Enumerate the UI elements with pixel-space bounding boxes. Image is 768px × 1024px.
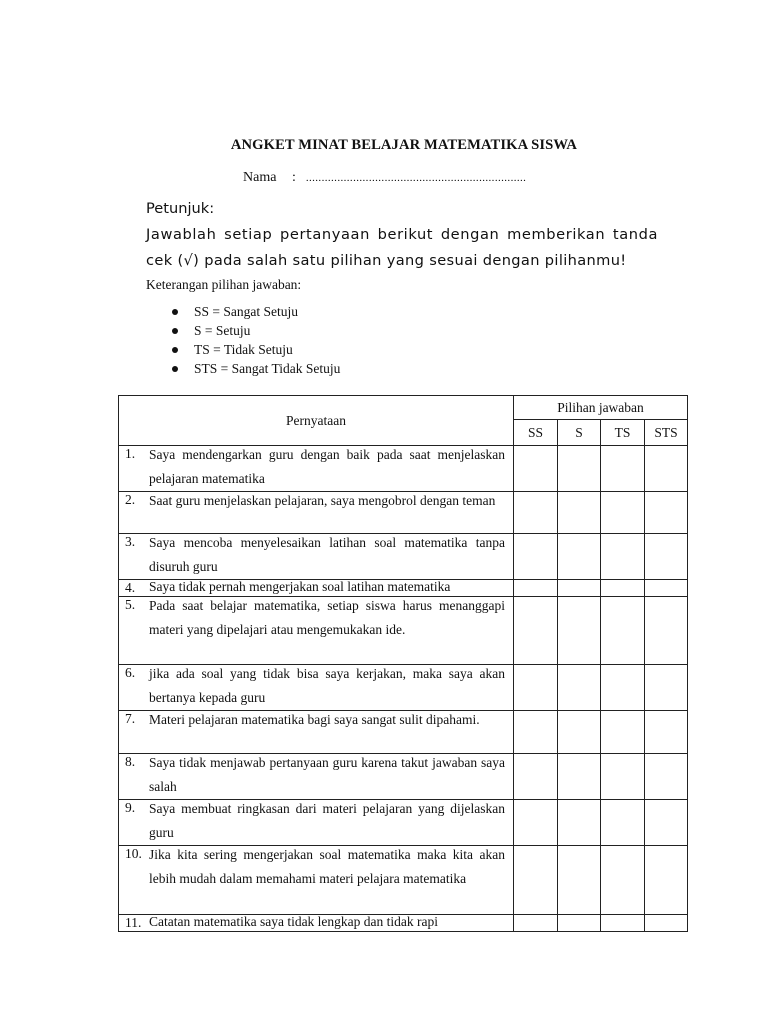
answer-cell-s[interactable] xyxy=(558,446,601,492)
answer-cell-s[interactable] xyxy=(558,534,601,580)
statement-cell xyxy=(119,846,514,915)
statement-text: Saya tidak pernah mengerjakan soal latihan matematika xyxy=(149,579,451,594)
statement-text: Saya mencoba menyelesaikan latihan soal matematika tanpa disuruh guru xyxy=(149,535,505,574)
statement-number: 11. xyxy=(125,915,142,930)
statement-number: 9. xyxy=(125,800,136,815)
answer-cell-ss[interactable] xyxy=(514,800,558,846)
answer-cell-s[interactable] xyxy=(558,846,601,915)
answer-key-item: TS = Tidak Setuju xyxy=(168,342,340,361)
answer-cell-ss[interactable] xyxy=(514,446,558,492)
statement-text: Catatan matematika saya tidak lengkap dan tidak rapi xyxy=(149,914,439,929)
nama-label: Nama xyxy=(243,170,277,185)
answer-cell-sts[interactable] xyxy=(645,580,688,597)
statement-number: 3. xyxy=(125,534,136,549)
table-row xyxy=(119,597,688,665)
statement-number: 5. xyxy=(125,597,136,612)
answer-cell-ts[interactable] xyxy=(601,711,645,754)
statement-text: Saya tidak menjawab pertanyaan guru karena takut jawaban saya salah xyxy=(149,755,505,794)
answer-cell-s[interactable] xyxy=(558,492,601,534)
answer-cell-ss[interactable] xyxy=(514,846,558,915)
answer-cell-ss[interactable] xyxy=(514,711,558,754)
statement-cell xyxy=(119,915,514,932)
answer-cell-ss[interactable] xyxy=(514,754,558,800)
answer-cell-ss[interactable] xyxy=(514,665,558,711)
statement-text: Pada saat belajar matematika, setiap siswa harus menanggapi materi yang dipelajari atau mengemukakan ide. xyxy=(149,598,505,637)
statement-number: 10. xyxy=(125,846,142,861)
option-header-ts: TS xyxy=(601,420,645,446)
answer-cell-s[interactable] xyxy=(558,800,601,846)
table-row xyxy=(119,915,688,932)
answer-cell-sts[interactable] xyxy=(645,711,688,754)
questionnaire-table xyxy=(118,395,688,932)
answer-cell-ts[interactable] xyxy=(601,800,645,846)
statement-number: 8. xyxy=(125,754,136,769)
answer-cell-ss[interactable] xyxy=(514,492,558,534)
table-row xyxy=(119,846,688,915)
answer-cell-ts[interactable] xyxy=(601,597,645,665)
nama-blank-line: ...................................................................... xyxy=(305,172,527,184)
answer-cell-s[interactable] xyxy=(558,711,601,754)
answer-cell-sts[interactable] xyxy=(645,597,688,665)
statement-cell xyxy=(119,665,514,711)
statement-cell xyxy=(119,711,514,754)
answer-cell-ts[interactable] xyxy=(601,534,645,580)
answer-cell-s[interactable] xyxy=(558,580,601,597)
answer-cell-s[interactable] xyxy=(558,665,601,711)
statement-number: 6. xyxy=(125,665,136,680)
bullet-icon xyxy=(172,347,178,353)
answer-cell-ts[interactable] xyxy=(601,580,645,597)
answer-cell-ts[interactable] xyxy=(601,915,645,932)
table-row xyxy=(119,534,688,580)
answer-key-item: SS = Sangat Setuju xyxy=(168,304,340,323)
answer-key-item: STS = Sangat Tidak Setuju xyxy=(168,361,340,380)
statement-text: Saya membuat ringkasan dari materi pelajaran yang dijelaskan guru xyxy=(149,801,505,840)
page-title: ANGKET MINAT BELAJAR MATEMATIKA SISWA xyxy=(230,137,578,153)
option-header-s: S xyxy=(558,420,601,446)
statement-text: Jika kita sering mengerjakan soal matematika maka kita akan lebih mudah dalam memahami materi pelajara matematika xyxy=(149,847,505,886)
table-row xyxy=(119,446,688,492)
answer-cell-ss[interactable] xyxy=(514,534,558,580)
statement-text: Saat guru menjelaskan pelajaran, saya mengobrol dengan teman xyxy=(149,493,496,508)
answer-cell-sts[interactable] xyxy=(645,846,688,915)
petunjuk-line-2: cek (√) pada salah satu pilihan yang sesuai dengan pilihanmu! xyxy=(146,252,627,269)
answer-cell-sts[interactable] xyxy=(645,754,688,800)
answer-cell-s[interactable] xyxy=(558,915,601,932)
statement-text: jika ada soal yang tidak bisa saya kerjakan, maka saya akan bertanya kepada guru xyxy=(149,666,505,705)
nama-colon: : xyxy=(291,170,296,185)
answer-cell-sts[interactable] xyxy=(645,492,688,534)
answer-cell-ts[interactable] xyxy=(601,846,645,915)
table-row xyxy=(119,754,688,800)
answer-cell-s[interactable] xyxy=(558,754,601,800)
answer-cell-ts[interactable] xyxy=(601,754,645,800)
statement-text: Saya mendengarkan guru dengan baik pada saat menjelaskan pelajaran matematika xyxy=(149,447,505,486)
option-header-ss: SS xyxy=(514,420,558,446)
statement-number: 4. xyxy=(125,580,136,595)
statement-number: 1. xyxy=(125,446,136,461)
option-header-sts: STS xyxy=(645,420,688,446)
answer-cell-sts[interactable] xyxy=(645,915,688,932)
statement-cell xyxy=(119,446,514,492)
answer-cell-ss[interactable] xyxy=(514,597,558,665)
bullet-icon xyxy=(172,309,178,315)
answer-cell-ts[interactable] xyxy=(601,446,645,492)
statement-header: Pernyataan xyxy=(119,396,514,446)
statement-cell xyxy=(119,800,514,846)
statement-cell xyxy=(119,492,514,534)
table-row xyxy=(119,665,688,711)
statement-cell xyxy=(119,754,514,800)
bullet-icon xyxy=(172,328,178,334)
statement-number: 7. xyxy=(125,711,136,726)
nama-field xyxy=(243,170,526,186)
choice-header: Pilihan jawaban xyxy=(514,396,688,420)
bullet-icon xyxy=(172,366,178,372)
statement-number: 2. xyxy=(125,492,136,507)
answer-key-list xyxy=(168,304,340,380)
answer-cell-sts[interactable] xyxy=(645,800,688,846)
statement-text: Materi pelajaran matematika bagi saya sangat sulit dipahami. xyxy=(149,712,480,727)
answer-cell-s[interactable] xyxy=(558,597,601,665)
answer-cell-ss[interactable] xyxy=(514,580,558,597)
statement-cell xyxy=(119,534,514,580)
keterangan-heading: Keterangan pilihan jawaban: xyxy=(146,277,302,292)
table-row xyxy=(119,492,688,534)
statement-cell xyxy=(119,597,514,665)
petunjuk-line-1: Jawablah setiap pertanyaan berikut dengan memberikan tanda xyxy=(146,226,658,243)
answer-cell-ss[interactable] xyxy=(514,915,558,932)
table-row xyxy=(119,800,688,846)
table-row xyxy=(119,711,688,754)
answer-cell-sts[interactable] xyxy=(645,534,688,580)
answer-cell-sts[interactable] xyxy=(645,446,688,492)
answer-cell-ts[interactable] xyxy=(601,665,645,711)
answer-key-item: S = Setuju xyxy=(168,323,340,342)
answer-cell-sts[interactable] xyxy=(645,665,688,711)
petunjuk-heading: Petunjuk: xyxy=(146,200,215,217)
answer-cell-ts[interactable] xyxy=(601,492,645,534)
